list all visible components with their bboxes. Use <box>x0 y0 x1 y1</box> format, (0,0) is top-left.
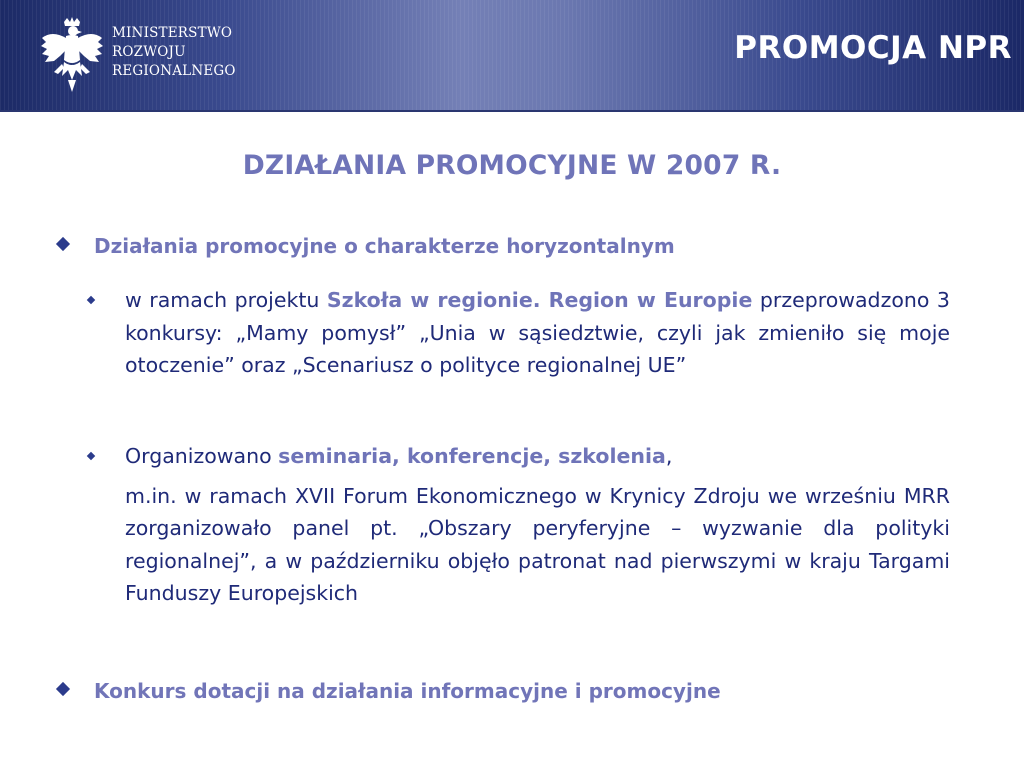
ministry-line-2: ROZWOJU <box>112 44 186 60</box>
bullet-text: Działania promocyjne o charakterze horyzontalnym <box>94 234 675 258</box>
slide-header <box>0 0 1024 110</box>
header-divider <box>0 110 1024 112</box>
project-name: Szkoła w regionie. Region w Europie <box>326 288 753 312</box>
text-post: przeprowadzono 3 konkursy: „Mamy pomysł” „Unia w sąsiedztwie, czyli jak zmieniło się moje otoczenie” oraz „Scenariusz o polityce regionalnej UE” <box>125 288 950 377</box>
diamond-bullet-icon <box>56 237 70 251</box>
ministry-line-1: MINISTERSTWO <box>112 25 233 41</box>
ministry-line-3: REGIONALNEGO <box>112 63 236 79</box>
sub-bullet-school-project <box>88 284 950 382</box>
text-pre: w ramach projektu <box>125 288 327 312</box>
ministry-name <box>112 24 236 81</box>
event-types: seminaria, konferencje, szkolenia <box>278 444 666 468</box>
diamond-bullet-icon <box>87 296 95 304</box>
sub-bullet-seminars <box>88 440 950 610</box>
slide-title: DZIAŁANIA PROMOCYJNE W 2007 R. <box>242 150 782 181</box>
sub-bullet-text <box>125 440 950 473</box>
text-pre: Organizowano <box>125 444 279 468</box>
header-title: PROMOCJA NPR <box>734 30 1012 66</box>
white-eagle-emblem-icon <box>40 16 104 94</box>
diamond-bullet-icon <box>87 452 95 460</box>
text-post: , <box>665 444 673 468</box>
diamond-bullet-icon <box>56 682 70 696</box>
bullet-text: Konkurs dotacji na działania informacyjne i promocyjne <box>94 679 721 703</box>
sub-bullet-continuation: m.in. w ramach XVII Forum Ekonomicznego w Krynicy Zdroju we wrześniu MRR zorganizowało panel pt. „Obszary peryferyjne – wyzwanie dla polityki regionalnej”, a w październiku objęło patronat nad pierwszymi w kraju Targami Funduszy Europejskich <box>125 483 950 605</box>
sub-bullet-text <box>125 284 950 382</box>
